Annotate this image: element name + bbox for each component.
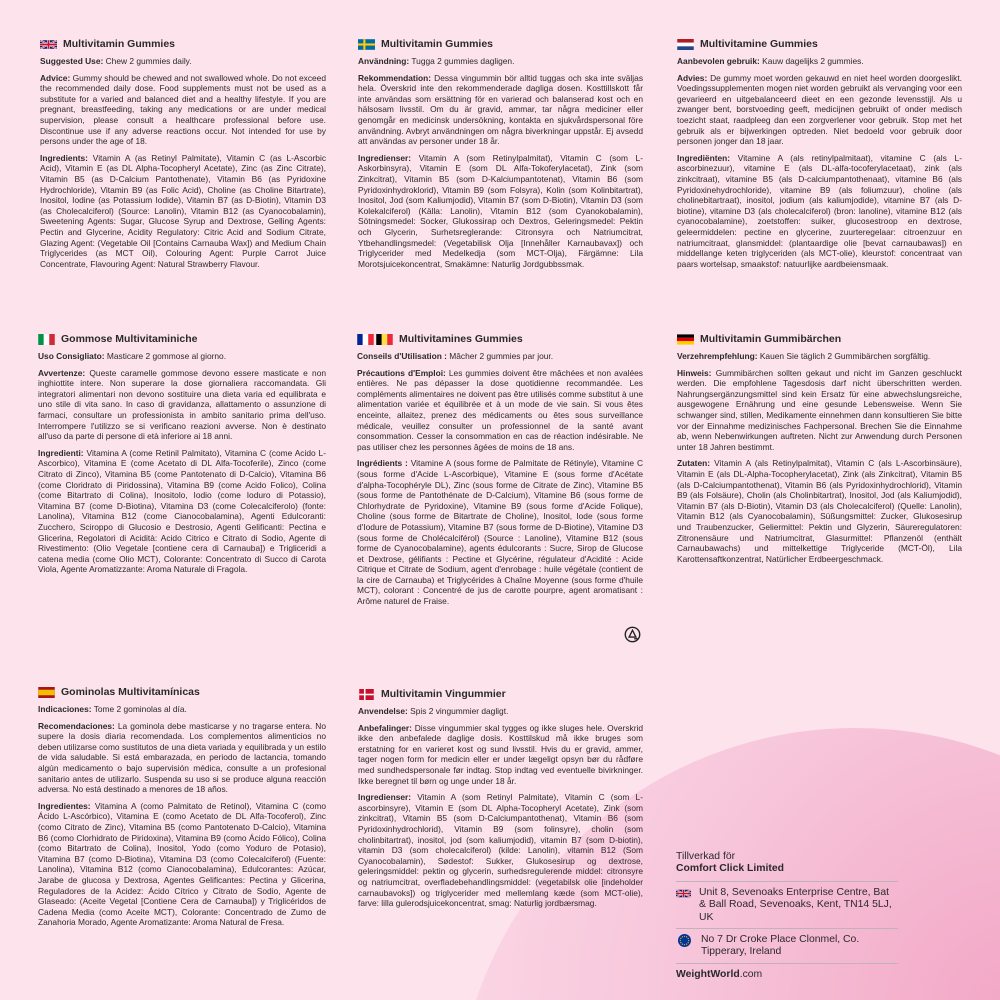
panel-danish-title: Multivitamin Vingummier [358, 688, 643, 701]
panel-german-ingredients: Zutaten: Vitamin A (als Retinylpalmitat), Vitamin C (als L-Ascorbinsäure), Vitamin E (als DL-Alpha-Tocopherylacetat), Zink (als Zinkcitrat), Vitamin B5 (als D-Calciumpantothenat), Vitamin B6 (als Pyridoxinhydrochlorid), Vitamin B9 (als Folsäure), Cholin (als Cholinbitartrat), Inositol, Jod (als Kaliumjodid), Vitamin B7 (als D-Biotin), Vitamin D3 (als Cholecalciferol) (Quelle: Lanolin), Vitamin B12 (als Cyanocobalamin), Süßungsmittel: Zucker, Glukosesirup und Traubenzucker, Geliermittel: Pektin und Glyzerin, Säureregulatoren: Zitronensäure und Natriumcitrat, Glasurmittel: Pflanzenöl (enthält Carnaubawachs) und mittelkettige Triglyceride (MCT-Öl), Lila Karottensaftkonzentrat, Natürlicher Erdbeergeschmack. [677, 458, 962, 564]
eu-flag-icon [678, 934, 691, 947]
netherlands-flag-icon [677, 39, 694, 50]
denmark-flag-icon [358, 689, 375, 700]
panel-spanish [38, 686, 326, 976]
germany-flag-icon [677, 334, 694, 345]
panel-french-advice: Précautions d'Emploi: Les gummies doivent être mâchées et non avalées entières. Ne pas dépasser la dose quotidienne recommandée. Les compléments alimentaires ne doivent pas être utilisés comme substitut à une alimentation variée et équilibrée et à un mode de vie sain. Si vous êtes enceinte, allaitez, prenez des médicaments ou êtes sous surveillance médicale, veuillez consulter un professionnel de la santé avant consommation. Cesser la consommation en cas de réaction indésirable. Ne pas utiliser chez les personnes âgées de moins de 18 ans. [357, 367, 643, 452]
spain-flag-icon [38, 687, 55, 698]
panel-dutch-advice: Advies: De gummy moet worden gekauwd en niet heel worden doorgeslikt. Voedingssupplementen mogen niet worden gebruikt als vervanging voor een gevarieerd en uitgebalanceerd dieet en een gezonde levensstijl. Als u zwanger bent, borstvoeding geeft, medicijnen gebruikt of onder medisch toezicht staat, raadpleeg dan een zorgverlener voor gebruik. Stop met het gebruik als er bijwerkingen optreden. Niet bedoeld voor gebruik door personen jonger dan 18 jaar. [677, 72, 962, 147]
panel-english [40, 38, 326, 298]
panel-french-ingredients: Ingrédients : Vitamine A (sous forme de Palmitate de Rétinyle), Vitamine C (sous forme d'Acide L-Ascorbique), Vitamine E (sous forme d'Acétate d'alpha-Tocophéryle DL), Zinc (sous forme de Citrate de Zinc), Vitamine B5 (sous forme de Pantothénate de D-Calcium), Vitamine B6 (sous forme de Chlorhydrate de Pyridoxine), Vitamine B9 (sous forme d'Acide Folique), Choline (sous forme de Bitartrate de Choline), Inositol, Iode (sous forme d'Iodure de Potassium), Vitamine B7 (sous forme de D-Biotine), Vitamine D3 (sous forme de Cholécalciférol) (Source : Lanoline), Vitamine B12 (sous forme de Cyanocobalamine), agents édulcorants : Sucre, Sirop de Glucose et Dextrose, gélifiants : Pectine et Glycérine, régulateur d'Acidité : Acide Citrique et Citrate de Sodium, agent d'enrobage : huile végétale (contient de la cire de Carnauba) et Triglycérides à Chaîne Moyenne (sous forme d'huile MCT), colorant : Concentré de jus de carotte pourpre, agent aromatisant : Arôme naturel de Fraise. [357, 458, 643, 607]
ie-address: No 7 Dr Croke Place Clonmel, Co. Tipperary, Ireland [701, 934, 860, 958]
panel-swedish [358, 38, 643, 298]
belgium-flag-icon [376, 334, 393, 345]
panel-spanish-advice: Recomendaciones: La gominola debe masticarse y no tragarse entera. No supere la dosis diaria recomendada. Los complementos alimenticios no deben utilizarse como sustitutos de una dieta variada y equilibrada y un estilo de vida saludable. Si está embarazada, en periodo de lactancia, tomando algún medicamento o bajo supervisión médica, consulte a un profesional sanitario antes de utilizarlo. Suspenda su uso si se produce alguna reacción adversa. No está destinado a menores de 18 años. [38, 720, 326, 795]
panel-french [357, 333, 643, 633]
france-flag-icon [357, 334, 374, 345]
uk-flag-icon [40, 39, 57, 50]
panel-dutch-usage: Aanbevolen gebruik: Kauw dagelijks 2 gummies. [677, 56, 864, 66]
uk-address-row [676, 881, 898, 928]
panel-danish [358, 688, 643, 928]
manufacturer-label: Tillverkad för [676, 851, 736, 862]
uk-flag-icon [676, 888, 691, 899]
manufacturer-name: Comfort Click Limited [676, 863, 784, 875]
panel-spanish-title: Gominolas Multivitamínicas [38, 686, 326, 699]
panel-italian-ingredients: Ingredienti: Vitamina A (come Retinil Palmitato), Vitamina C (come Acido L-Ascorbico), Vitamina E (come Acetato di DL Alfa-Tocoferile), Zinco (come Citrato di Zinco), Vitamina B5 (come Pantotenato di D-Calcio), Vitamina B6 (come Cloridrato di Piridossina), Vitamina B9 (come Acido Folico), Colina (come Bitartrato di Colina), Inositolo, Iodio (come Ioduro di Potassio), Vitamina B7 (come D-Biotina), Vitamina D3 (come Colecalciferolo) (fonte: Lanolina), Vitamina B12 (come Cianocobalamina), Agenti Edulcoranti: Zucchero, Sciroppo di Glucosio e Destrosio, Agenti Gelificanti: Pectina e Glicerina, Regolatori di Acidità: Acido Citrico e Citrato di Sodio, Agente di Rivestimento: (Olio Vegetale [contiene cera di Carnauba]) e Trigliceridi a catena media (come Olio MCT), Colorante: Concentrato di Succo di Carota Viola, Agente Aromatizzante: Aroma Naturale di Fragola. [38, 447, 326, 575]
panel-swedish-ingredients: Ingredienser: Vitamin A (som Retinylpalmitat), Vitamin C (som L-Askorbinsyra), Vitamin E (som DL Alfa-Tokoferylacetat), Zink (som Zinkcitrat), Vitamin B5 (som D-Kalciumpantotenat), Vitamin B6 (som Pyridoxinhydroklorid), Vitamin B9 (som Folsyra), Kolin (som Kolinbitartrat), Inositol, Jod (som Kaliumjodid), Vitamin B7 (som D-Biotin), Vitamin D3 (som Kolekalciferol) (Källa: Lanolin), Vitamin B12 (som Cyanokobalamin), Sötningsmedel: Socker, Glukossirap och Dextros, Geleringsmedel: Pektin och Glycerin, Surhetsreglerande: Citronsyra och Natriumcitrat, Ytbehandlingsmedel: (Vegetabilisk Olja [Innehåller Karnaubavax]) och Triglycerider med Medelkedja (som MCT-Olja), Färgämne: Lila Morotsjuicekoncentrat, Smakämne: Naturlig Jordgubbssmak. [358, 152, 643, 269]
panel-danish-advice: Anbefalinger: Disse vingummier skal tygges og ikke sluges hele. Overskrid ikke den anbefalede daglige dosis. Kosttilskud må ikke bruges som erstatning for en varieret kost og sund livsstil. Hvis du er gravid, ammer, tager nogen form for medicin eller er under lægeligt opsyn bør du rådføre med sundhedspersonale før indtag. Stop indtag ved eventuelle bivirkninger. Ikke beregnet til børn og unge under 18 år. [358, 722, 643, 786]
panel-english-ingredients: Ingredients: Vitamin A (as Retinyl Palmitate), Vitamin C (as L-Ascorbic Acid), Vitamin E (as DL Alpha-Tocopheryl Acetate), Zinc (as Zinc Citrate), Vitamin B5 (as D-Calcium Pantothenate), Vitamin B6 (as Pyridoxine Hydrochloride), Vitamin B9 (as Folic Acid), Choline (as Choline Bitartrate), Inositol, Iodine (as Potassium Iodide), Vitamin B7 (as D-Biotin), Vitamin D3 (as Cholecalciferol) (Source: Lanolin), Vitamin B12 (as Cyanocobalamin), Sweetening Agents: Sugar, Glucose Syrup and Dextrose, Gelling Agents: Pectin and Glycerine, Acidity Regulatory: Citric Acid and Sodium Citrate, Glazing Agent: (Vegetable Oil [Contains Carnauba Wax]) and Medium Chain Triglycerides (as MCT Oil), Colouring Agent: Purple Carrot Juice Concentrate, Flavouring Agent: Natural Strawberry Flavour. [40, 152, 326, 269]
panel-danish-usage: Anvendelse: Spis 2 vingummier dagligt. [358, 706, 509, 716]
panel-german-advice: Hinweis: Gummibärchen sollten gekaut und nicht im Ganzen geschluckt werden. Die empfohlene Tagesdosis darf nicht überschritten werden. Nahrungsergänzungsmittel sind kein Ersatz für eine abwechslungsreiche, ausgewogene Ernährung und eine gesunde Lebensweise. Wenn Sie schwanger sind, stillen, Medikamente einnehmen dann konsultieren Sie bitte vor der Einnahme medizinisches Fachpersonal. Brechen Sie die Einnahme ab, wenn Nebenwirkungen auftreten. Nicht zur Anwendung durch Personen unter 18 Jahren bestimmt. [677, 367, 962, 452]
panel-dutch [677, 38, 962, 298]
panel-danish-ingredients: Ingredienser: Vitamin A (som Retinyl Palmitate), Vitamin C (som L-ascorbinsyre), Vitamin E (som DL Alpha-Tocopheryl Acetate), Zink (som zinkcitrat), Vitamin B5 (som D-Calciumpantothenat), Vitamin B6 (som Pyridoxinhydrochlorid), Vitamin B9 (som folinsyre), cholin (som cholinbitartrat), inositol, jod (som kaliumjodid), vitamin B7 (som D-biotin), vitamin D3 (som cholecalciferol) (kilde: Lanolin), vitamin B12 (Som Cyanocobalamin), Sødestof: Sukker, Glukosesirup og dextrose, geleringsmiddel: pektin og glycerin, surhedsregulerende middel: citronsyre og natriumcitrat, overfladebehandlingsmiddel: (vegetabilsk olie [indeholder carnaubavoks]) og triglycerider med mellemlang kæde (som MCT-olie), farve: lilla gulerodsjuicekoncentrat, smag: Naturlig jordbærsmag. [358, 792, 643, 909]
panel-french-title: Multivitamines Gummies [357, 333, 643, 346]
panel-italian-title: Gommose Multivitaminiche [38, 333, 326, 346]
panel-dutch-ingredients: Ingrediënten: Vitamine A (als retinylpalmitaat), vitamine C (als L-ascorbinezuur), vitamine E (als DL-alfa-tocoferylacetaat), zink (als zinkcitraat), vitamine B5 (als D-calciumpantothenaat), vitamine B6 (als Pyridoxinehydrochloride), vitamine B9 (als foliumzuur), choline (als cholinebitartraat), inositol, jodium (als kaliumjodide), vitamine B7 (als D-biotine), vitamine D3 (als cholecalciferol) (bron: lanoline), vitamine B12 (als cyanocobalamine), zoetstoffen: suiker, glucosestroop en dextrose, geleermiddelen: pectine en glycerine, zuurteregelaar: citroenzuur en natriumcitraat, glansmiddel: (plantaardige olie [bevat carnaubawas]) en middellange keten triglyceriden (als MCT-olie), kleurstof: concentraat van paars wortelsap, smaakstof: natuurlijke aardbeiensmaak. [677, 152, 962, 269]
panel-swedish-usage: Användning: Tugga 2 gummies dagligen. [358, 56, 515, 66]
website-link[interactable]: WeightWorld.com [676, 968, 763, 980]
panel-french-usage: Conseils d'Utilisation : Mâcher 2 gummies par jour. [357, 351, 554, 361]
panel-english-advice: Advice: Gummy should be chewed and not swallowed whole. Do not exceed the recommended daily dose. Food supplements must not be used as a substitute for a varied and balanced diet and a healthy lifestyle. If you are pregnant, breastfeeding, taking any medications or are under medical supervision, please consult a healthcare professional before use. Discontinue use if any adverse reactions occur. Not intended for use by persons under the age of 18. [40, 72, 326, 147]
panel-english-usage: Suggested Use: Chew 2 gummies daily. [40, 56, 192, 66]
italy-flag-icon [38, 334, 55, 345]
panel-italian-advice: Avvertenze: Queste caramelle gommose devono essere masticate e non inghiottite intere. Non superare la dose giornaliera raccomandata. Gli integratori alimentari non devono sostituire una dieta varia ed equilibrata e uno stile di vita sano. In caso di gravidanza, allattamento o assunzione di farmaci, consultare un professionista in ambito sanitario prima dell'uso. Interrompere l'utilizzo se si verificano reazioni avverse. Non è destinato all'uso da parte di persone di età inferiore ai 18 anni. [38, 367, 326, 442]
panel-italian-usage: Uso Consigliato: Masticare 2 gommose al giorno. [38, 351, 227, 361]
recycling-symbol-icon [624, 626, 641, 643]
uk-address: Unit 8, Sevenoaks Enterprise Centre, Bat & Ball Road, Sevenoaks, Kent, TN14 5LJ, UK [699, 886, 892, 923]
panel-german [677, 333, 962, 603]
panel-italian [38, 333, 326, 633]
panel-german-usage: Verzehrempfehlung: Kauen Sie täglich 2 Gummibärchen sorgfältig. [677, 351, 931, 361]
ie-address-row [676, 928, 898, 964]
panel-spanish-usage: Indicaciones: Tome 2 gominolas al día. [38, 704, 187, 714]
sweden-flag-icon [358, 39, 375, 50]
panel-dutch-title: Multivitamine Gummies [677, 38, 962, 51]
panel-english-title: Multivitamin Gummies [40, 38, 326, 51]
panel-swedish-advice: Rekommendation: Dessa vingummin bör alltid tuggas och ska inte sväljas hela. Överskrid inte den rekommenderade dagliga dosen. Kosttillskott får inte användas som ersättning för en varierad och balanserad kost och en hälsosam livsstil. Om du är gravid, ammar, tar några mediciner eller genomgår en medicinsk undersökning, kontakta en sjukvårdspersonal före användning. Avbryt användningen om några biverkningar uppstår. Ej avsedd att användas av personer under 18 år. [358, 72, 643, 147]
manufacturer-info [676, 851, 898, 981]
panel-swedish-title: Multivitamin Gummies [358, 38, 643, 51]
panel-german-title: Multivitamin Gummibärchen [677, 333, 962, 346]
panel-spanish-ingredients: Ingredientes: Vitamina A (como Palmitato de Retinol), Vitamina C (como Ácido L-Ascórbico), Vitamina E (como Acetato de DL Alfa-Tocoferol), Zinc (como Citrato de Zinc), Vitamina B5 (como Pantotenato D-Calcio), Vitamina B6 (como Clorhidrato de Piridoxina), Vitamina B9 (como Ácido Fólico), Colina (como Bitartrato de Colina), Inositol, Yodo (como Yoduro de Potasio), Vitamina B7 (como D-Biotina), Vitamina D3 (como Colecalciferol) (Fuente: Lanolina), Vitamina B12 (como Cianocobalamina), Edulcorantes: Azúcar, Jarabe de glucosa y Dextrosa, Agentes Gelificantes: Pectina y Glicerina, Reguladores de la Acidez: Ácido Cítrico y Citrato de Sodio, Agente de Glaseado: (Aceite Vegetal [Contiene Cera de Carnauba]) y Triglicéridos de Cadena Media (como Aceite MCT), Colorante: Concentrado de Zumo de Zanahoria Morado, Agente Aromatizante: Aroma Natural de Fresa. [38, 800, 326, 928]
